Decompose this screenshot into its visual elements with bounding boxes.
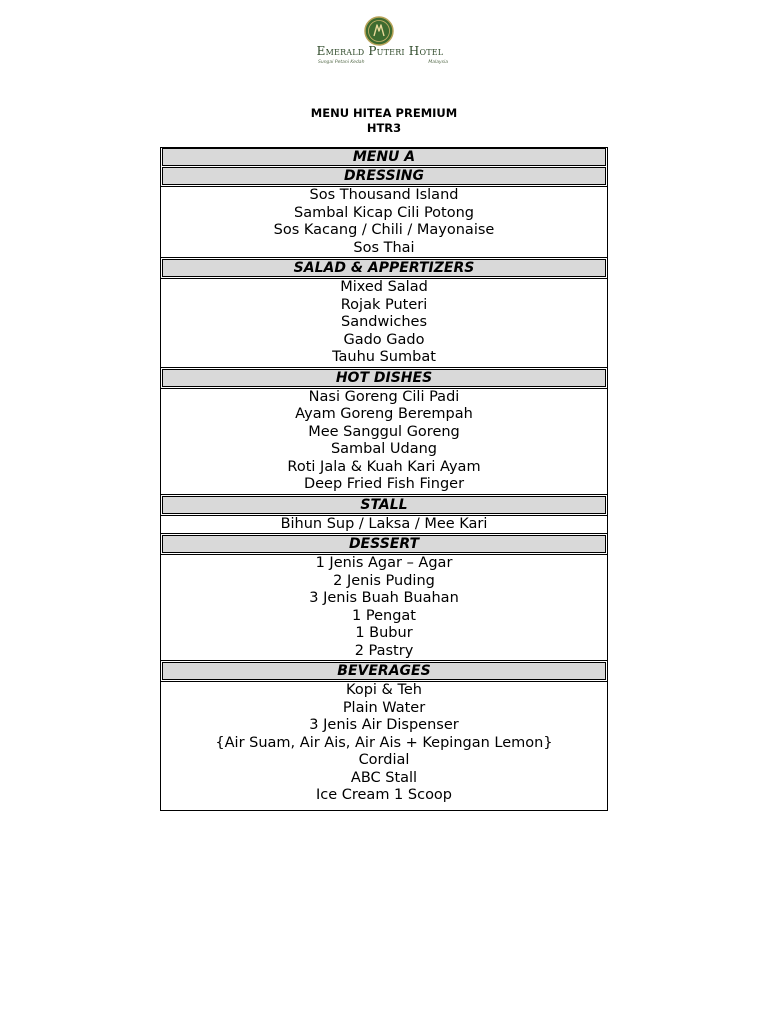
menu-item: Deep Fried Fish Finger	[303, 476, 465, 492]
menu-item: Sambal Kicap Cili Potong	[293, 204, 475, 221]
menu-item: 2 Pastry	[354, 642, 414, 659]
menu-item: Rojak Puteri	[340, 296, 428, 313]
section-header: HOT DISHES	[162, 369, 606, 387]
menu-item: Bihun Sup / Laksa / Mee Kari	[280, 515, 488, 532]
menu-item: 1 Jenis Agar – Agar	[315, 555, 453, 571]
menu-item: 3 Jenis Buah Buahan	[309, 590, 459, 606]
menu-item: Ayam Goreng Berempah	[295, 406, 473, 422]
hotel-name: Emerald Puteri Hotel	[316, 44, 444, 58]
hotel-location-right: Malaysia	[428, 60, 448, 65]
menu-item: Sos Thai	[353, 239, 415, 256]
menu-code: HTR3	[366, 121, 402, 135]
section-header: DESSERT	[162, 535, 606, 553]
menu-item: 3 Jenis Air Dispenser	[309, 717, 459, 733]
menu-item: Sambal Udang	[330, 441, 438, 457]
section-header: BEVERAGES	[162, 662, 606, 680]
menu-item: Roti Jala & Kuah Kari Ayam	[287, 458, 481, 475]
menu-item: Cordial	[358, 752, 410, 768]
menu-name-header: MENU A	[162, 148, 606, 166]
section-items	[161, 278, 607, 368]
menu-item: Ice Cream 1 Scoop	[315, 787, 453, 803]
menu-item: {Air Suam, Air Ais, Air Ais + Kepingan Lemon}	[215, 734, 553, 751]
hotel-location	[318, 60, 448, 65]
emerald-emblem-icon	[364, 16, 394, 46]
hotel-location-left: Sungai Petani Kedah	[318, 60, 365, 65]
menu-item: Sos Kacang / Chili / Mayonaise	[273, 222, 495, 238]
menu-item: Mee Sanggul Goreng	[308, 423, 460, 440]
section-items	[161, 681, 607, 810]
menu-item: 1 Bubur	[355, 625, 413, 641]
section-items	[161, 388, 607, 495]
section-header: STALL	[162, 496, 606, 514]
menu-item: Sos Thousand Island	[309, 187, 459, 203]
menu-sections	[161, 167, 607, 810]
menu-item: Nasi Goreng Cili Padi	[308, 388, 460, 405]
section-header: DRESSING	[162, 167, 606, 185]
section-items	[161, 515, 607, 535]
menu-item: Plain Water	[342, 699, 426, 716]
hotel-logo	[312, 16, 448, 68]
menu-item: Kopi & Teh	[346, 682, 422, 698]
section-header: SALAD & APPERTIZERS	[162, 259, 606, 277]
menu-item: Sandwiches	[340, 314, 427, 330]
menu-table	[160, 147, 608, 811]
menu-item: Tauhu Sumbat	[332, 349, 436, 365]
menu-item: ABC Stall	[350, 769, 418, 786]
menu-title: MENU HITEA PREMIUM	[310, 106, 458, 120]
menu-item: 2 Jenis Puding	[333, 572, 435, 589]
section-items	[161, 186, 607, 258]
section-items	[161, 554, 607, 661]
menu-item: Mixed Salad	[340, 279, 428, 295]
menu-item: Gado Gado	[343, 331, 425, 348]
menu-item: 1 Pengat	[352, 607, 416, 624]
